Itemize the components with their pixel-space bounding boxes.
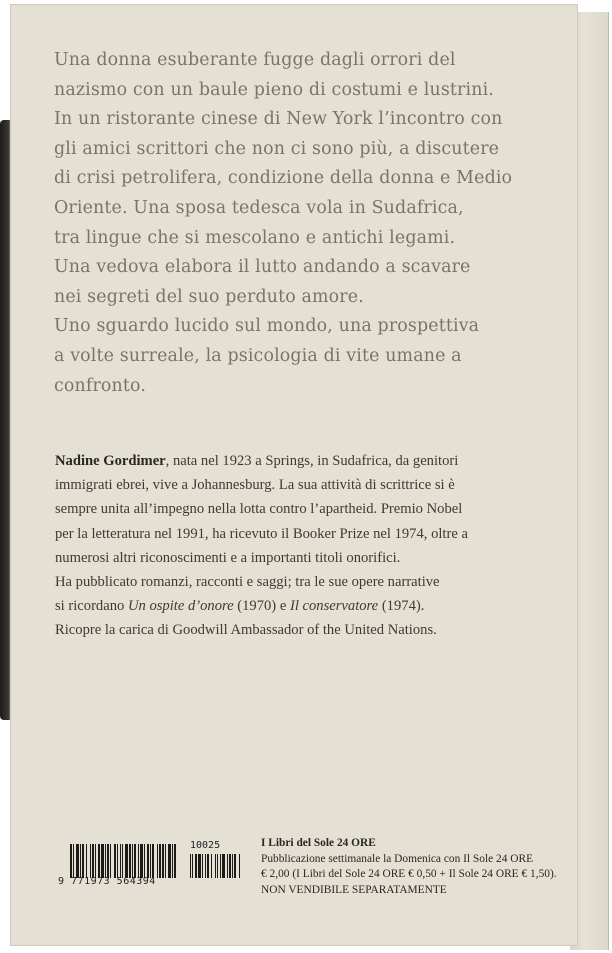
isbn-barcode: [58, 842, 244, 902]
back-cover-blurb: [54, 46, 574, 401]
author-biography: [55, 449, 575, 643]
barcode-bar: [140, 844, 143, 878]
barcode-bar: [165, 844, 166, 878]
barcode-addon-bar: [239, 854, 240, 878]
sale-notice: NON VENDIBILE SEPARATAMENTE: [261, 883, 447, 896]
barcode-bar: [159, 844, 161, 878]
blurb-line: nei segreti del suo perduto amore.: [54, 286, 364, 307]
barcode-bar: [138, 844, 139, 878]
barcode-addon-bar: [198, 854, 201, 878]
author-name: Nadine Gordimer: [55, 453, 166, 469]
barcode-bar: [86, 844, 87, 878]
barcode-bar: [129, 844, 131, 878]
bio-line: per la letteratura nel 1991, ha ricevuto il Booker Prize nel 1974, oltre a: [55, 525, 468, 542]
bio-line: [55, 594, 575, 618]
barcode-addon-bar: [220, 854, 221, 878]
barcode-bar: [168, 844, 171, 878]
barcode-bar: [117, 844, 118, 878]
blurb-line: di crisi petrolifera, condizione della donna e Medio: [54, 168, 513, 189]
bio-line: immigrati ebrei, vive a Johannesburg. La sua attività di scrittrice si è: [55, 477, 455, 494]
barcode-bar: [122, 844, 123, 878]
barcode-addon-bar: [211, 854, 212, 878]
blurb-line: nazismo con un baule pieno di costumi e lustrini.: [54, 79, 494, 100]
bio-text: , nata nel 1923 a Springs, in Sudafrica, da genitori: [165, 453, 459, 469]
barcode-addon-bar: [217, 854, 218, 878]
work-title: Il conservatore: [289, 598, 379, 615]
barcode-bar: [95, 844, 96, 878]
blurb-line: Oriente. Una sposa tedesca vola in Sudafrica,: [54, 197, 464, 218]
bio-line: Ha pubblicato romanzi, racconti e saggi; tra le sue opere narrative: [55, 574, 440, 591]
blurb-line: tra lingue che si mescolano e antichi legami.: [54, 227, 456, 248]
barcode-bar: [157, 844, 158, 878]
work-title: Un ospite d’onore: [127, 598, 234, 615]
bio-line: Ricopre la carica di Goodwill Ambassador of the United Nations.: [55, 622, 437, 639]
barcode-bar: [132, 844, 133, 878]
barcode-bar: [150, 844, 151, 878]
imprint-line: Pubblicazione settimanale la Domenica con Il Sole 24 ORE: [261, 852, 534, 865]
blurb-line: a volte surreale, la psicologia di vite umane a: [54, 345, 462, 366]
barcode-addon-bar: [195, 854, 197, 878]
barcode-bar: [162, 844, 164, 878]
barcode-bar: [114, 844, 116, 878]
bio-line: [55, 449, 575, 473]
barcode-bar: [92, 844, 94, 878]
barcode-bar: [80, 844, 81, 878]
blurb-line: confronto.: [54, 375, 147, 396]
barcode-bar: [174, 844, 176, 878]
barcode-bar: [172, 844, 173, 878]
bio-line: sempre unita all’impegno nella lotta contro l’apartheid. Premio Nobel: [55, 501, 463, 518]
barcode-addon-digits: 10025: [190, 840, 221, 851]
bio-line: numerosi altri riconoscimenti e a importanti titoli onorifici.: [55, 549, 401, 566]
barcode-bar: [120, 844, 121, 878]
barcode-bar: [98, 844, 100, 878]
barcode-bar: [152, 844, 154, 878]
blurb-line: gli amici scrittori che non ci sono più, a discutere: [54, 138, 500, 159]
barcode-bar: [76, 844, 79, 878]
barcode-bar: [125, 844, 128, 878]
barcode-addon-bar: [222, 854, 225, 878]
blurb-line: Una donna esuberante fugge dagli orrori del: [54, 50, 456, 70]
barcode-bar: [147, 844, 149, 878]
barcode-addon-bar: [234, 854, 236, 878]
bio-text: (1970) e: [233, 598, 290, 615]
barcode-addon-bar: [202, 854, 203, 878]
barcode-addon-bar: [190, 854, 191, 878]
barcode-addon-bar: [229, 854, 231, 878]
barcode-bar: [110, 844, 111, 878]
publisher-imprint: [261, 836, 581, 898]
barcode-addon-bar: [192, 854, 193, 878]
blurb-line: Una vedova elabora il lutto andando a scavare: [54, 257, 471, 278]
bio-text: (1974).: [378, 598, 425, 615]
publisher-name: I Libri del Sole 24 ORE: [261, 837, 376, 849]
barcode-bar: [105, 844, 106, 878]
barcode-bar: [107, 844, 109, 878]
barcode-bar: [90, 844, 91, 878]
barcode-bar: [82, 844, 84, 878]
barcode-bar: [144, 844, 145, 878]
barcode-digits: 9 771973 564394: [58, 876, 156, 887]
barcode-addon-bar: [207, 854, 209, 878]
barcode-addon-bar: [232, 854, 233, 878]
blurb-line: In un ristorante cinese di New York l’incontro con: [54, 109, 503, 130]
barcode-bar: [101, 844, 104, 878]
price-line: € 2,00 (I Libri del Sole 24 ORE € 0,50 + Il Sole 24 ORE € 1,50).: [261, 868, 557, 881]
barcode-addon-bar: [215, 854, 216, 878]
barcode-bar: [70, 844, 72, 878]
blurb-line: Uno sguardo lucido sul mondo, una prospettiva: [54, 316, 480, 337]
bio-text: si ricordano: [55, 598, 128, 615]
barcode-bar: [134, 844, 136, 878]
barcode-addon-bar: [227, 854, 228, 878]
barcode-bar: [73, 844, 74, 878]
barcode-addon-bar: [205, 854, 206, 878]
